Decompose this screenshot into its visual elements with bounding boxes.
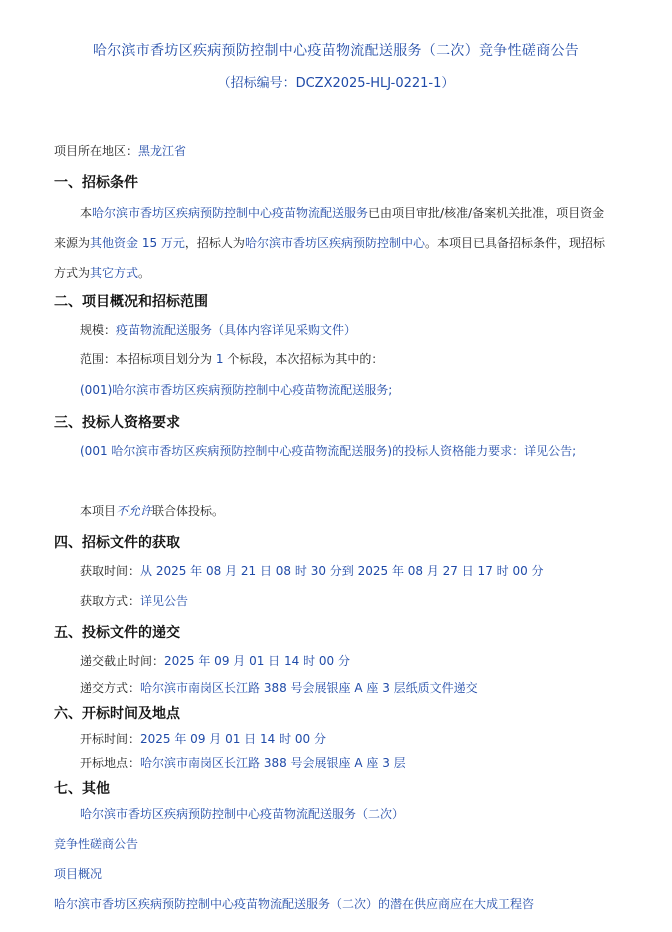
consortium-text-a: 本项目 xyxy=(80,504,117,518)
section-1-heading: 一、招标条件 xyxy=(54,175,138,191)
section-1-paragraph xyxy=(54,198,610,288)
submit-way-label: 递交方式： xyxy=(80,681,141,695)
s1-text-3: ，招标人为 xyxy=(184,236,245,250)
s1-project: 哈尔滨市香坊区疾病预防控制中心疫苗物流配送服务 xyxy=(92,206,369,220)
s1-text-1: 本 xyxy=(80,206,93,220)
scope-count: 1 xyxy=(215,352,224,366)
opening-place-value: 哈尔滨市南岗区长江路 388 号会展银座 A 座 3 层 xyxy=(140,756,406,770)
region-line xyxy=(54,143,186,159)
section-6-heading: 六、开标时间及地点 xyxy=(54,706,180,722)
other-line-3: 项目概况 xyxy=(54,867,103,881)
other-line-4: 哈尔滨市香坊区疾病预防控制中心疫苗物流配送服务（二次）的潜在供应商应在大成工程咨 xyxy=(54,897,535,911)
s1-text-5: 。 xyxy=(138,266,151,280)
other-line-2: 竞争性磋商公告 xyxy=(54,837,139,851)
consortium-value: 不允许 xyxy=(116,504,153,518)
region-label: 项目所在地区： xyxy=(54,144,139,158)
s1-tenderer: 哈尔滨市香坊区疾病预防控制中心 xyxy=(244,236,425,250)
region-value: 黑龙江省 xyxy=(138,144,187,158)
tender-number: （招标编号：DCZX2025-HLJ-0221-1） xyxy=(217,76,455,91)
consortium-line xyxy=(80,503,224,519)
acquire-way-label: 获取方式： xyxy=(80,594,141,608)
deadline-line xyxy=(80,653,350,669)
opening-place-label: 开标地点： xyxy=(80,756,141,770)
scale-line xyxy=(80,322,356,338)
s1-method: 其它方式 xyxy=(90,266,139,280)
section-2-heading: 二、项目概况和招标范围 xyxy=(54,294,208,310)
scope-line xyxy=(80,351,383,367)
consortium-text-b: 联合体投标。 xyxy=(152,504,225,518)
section-4-heading: 四、招标文件的获取 xyxy=(54,535,180,551)
opening-time-line xyxy=(80,731,326,747)
s1-text-4: 。本项目已具备招标条件，现招标方式为 xyxy=(54,236,605,280)
section-5-heading: 五、投标文件的递交 xyxy=(54,625,180,641)
scope-text-a: 范围：本招标项目划分为 xyxy=(80,352,213,366)
acquire-way-line xyxy=(80,593,188,609)
section-7-heading: 七、其他 xyxy=(54,781,110,797)
submit-way-line xyxy=(80,680,478,696)
s1-fund: 其他资金 15 万元 xyxy=(90,236,185,250)
acquire-time-label: 获取时间： xyxy=(80,564,141,578)
scale-value: 疫苗物流配送服务（具体内容详见采购文件） xyxy=(116,323,357,337)
acquire-time-value: 从 2025 年 08 月 21 日 08 时 30 分到 2025 年 08 月 27 日 17 时 00 分 xyxy=(140,564,544,578)
opening-time-value: 2025 年 09 月 01 日 14 时 00 分 xyxy=(140,732,326,746)
s1-text-2: 已由项目审批/核准/备案机关批准，项目资金来源为 xyxy=(54,206,605,250)
lot-line: (001)哈尔滨市香坊区疾病预防控制中心疫苗物流配送服务; xyxy=(80,383,393,397)
section-3-heading: 三、投标人资格要求 xyxy=(54,415,180,431)
scope-text-b: 个标段，本次招标为其中的： xyxy=(227,352,384,366)
page-title: 哈尔滨市香坊区疾病预防控制中心疫苗物流配送服务（二次）竞争性磋商公告 xyxy=(92,43,580,59)
submit-way-value: 哈尔滨市南岗区长江路 388 号会展银座 A 座 3 层纸质文件递交 xyxy=(140,681,478,695)
scale-label: 规模： xyxy=(80,323,117,337)
opening-place-line xyxy=(80,755,406,771)
opening-time-label: 开标时间： xyxy=(80,732,141,746)
other-line-1: 哈尔滨市香坊区疾病预防控制中心疫苗物流配送服务（二次） xyxy=(80,807,405,821)
deadline-label: 递交截止时间： xyxy=(80,654,165,668)
acquire-way-value: 详见公告 xyxy=(140,594,189,608)
requirements-paragraph: (001 哈尔滨市香坊区疾病预防控制中心疫苗物流配送服务)的投标人资格能力要求：详见公告; xyxy=(80,444,577,458)
deadline-value: 2025 年 09 月 01 日 14 时 00 分 xyxy=(164,654,350,668)
acquire-time-line xyxy=(80,563,544,579)
